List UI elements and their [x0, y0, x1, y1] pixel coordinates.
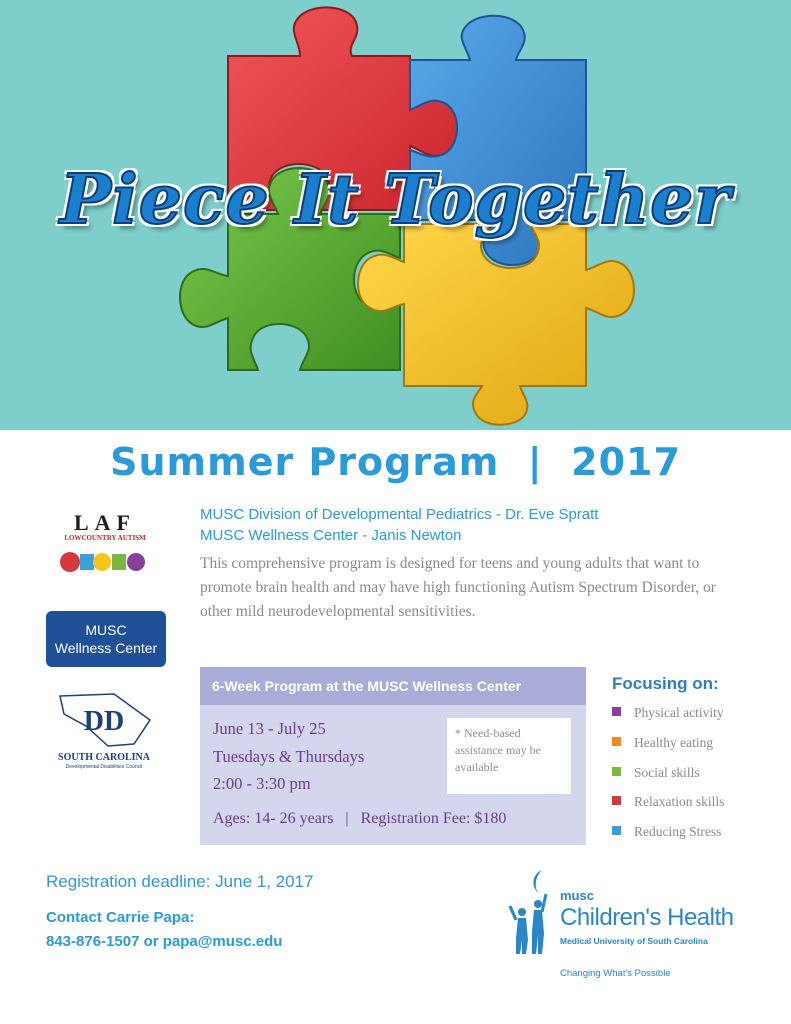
focus-title: Focusing on:	[612, 674, 719, 693]
focus-item-label: Physical activity	[634, 705, 724, 720]
registration-deadline: Registration deadline: June 1, 2017	[46, 872, 314, 891]
program-ages: Ages: 14- 26 years	[213, 810, 334, 827]
assistance-note: * Need-based assistance may be available	[447, 718, 571, 794]
ddsc-logo-letters: DD	[83, 706, 125, 737]
focus-item-label: Social skills	[634, 765, 700, 780]
hero-title: Piece It Together	[59, 160, 732, 240]
focus-item	[612, 794, 724, 812]
ch-logo-name: Children's Health	[560, 904, 734, 931]
bullet-square-icon	[612, 707, 621, 716]
division-line-1: MUSC Division of Developmental Pediatrics - Dr. Eve Spratt	[200, 506, 599, 523]
bullet-square-icon	[612, 737, 621, 746]
focus-item	[612, 705, 724, 723]
ages-fee-line	[213, 810, 506, 828]
ch-logo-tagline: Changing What's Possible	[560, 968, 671, 979]
focus-item	[612, 824, 721, 842]
wellness-logo-line2: Wellness Center	[54, 640, 158, 656]
focus-item-label: Healthy eating	[634, 735, 714, 750]
laf-puzzle-icon	[50, 542, 160, 582]
division-line-2: MUSC Wellness Center - Janis Newton	[200, 527, 462, 544]
laf-logo-subtitle: LOWCOUNTRY AUTISM	[64, 534, 146, 542]
program-box	[200, 667, 586, 845]
musc-childrens-health-logo	[508, 868, 758, 988]
bullet-square-icon	[612, 826, 621, 835]
ddsc-logo-subtitle: Developmental Disabilities Council	[65, 764, 143, 770]
ch-logo-university: Medical University of South Carolina	[560, 936, 708, 946]
children-figures-icon	[508, 868, 558, 964]
focus-item-label: Relaxation skills	[634, 794, 725, 809]
ages-fee-separator: |	[345, 810, 349, 827]
laf-logo-letters: LAF	[74, 510, 136, 535]
sc-ddc-logo	[50, 688, 158, 776]
program-description: This comprehensive program is designed for teens and young adults that want to promote brain health and may have high functioning Autism Spectrum Disorder, or other mild neurodevelopmental sensitivities.	[200, 555, 716, 620]
program-days: Tuesdays & Thursdays	[213, 747, 365, 766]
laf-logo	[50, 510, 160, 582]
contact-details[interactable]: 843-876-1507 or papa@musc.edu	[46, 933, 283, 950]
program-dates: June 13 - July 25	[213, 719, 326, 738]
page-title: Summer Program | 2017	[110, 440, 681, 484]
program-header: 6-Week Program at the MUSC Wellness Center	[200, 667, 586, 705]
ch-logo-musc: musc	[560, 888, 594, 903]
contact-name: Contact Carrie Papa:	[46, 909, 195, 926]
musc-wellness-logo	[46, 611, 166, 667]
south-carolina-map-icon	[50, 688, 158, 750]
wellness-logo-line1: MUSC	[85, 622, 127, 638]
focus-item	[612, 765, 700, 783]
bullet-square-icon	[612, 767, 621, 776]
ddsc-logo-name: SOUTH CAROLINA	[58, 752, 150, 763]
focus-item	[612, 735, 713, 753]
program-time: 2:00 - 3:30 pm	[213, 774, 311, 793]
focus-item-label: Reducing Stress	[634, 824, 722, 839]
bullet-square-icon	[612, 796, 621, 805]
program-fee: Registration Fee: $180	[360, 810, 507, 827]
hero-banner	[0, 0, 791, 430]
